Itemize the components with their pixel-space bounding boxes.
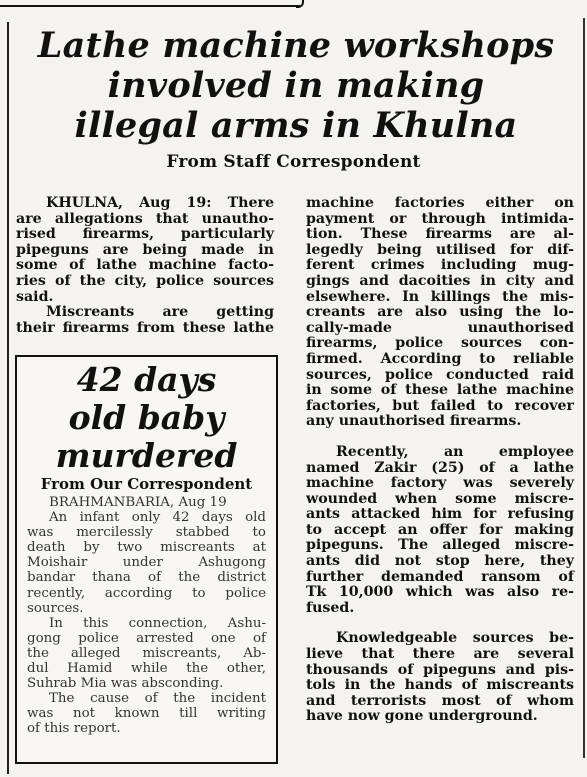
box-headline-line: old baby [68,398,225,437]
box-body-line: recently, according to police [27,585,266,601]
box-body-line: dul Hamid while the other, [27,661,266,677]
right-column-line: elsewhere. In killings the mis- [306,288,574,305]
right-column-line: further demanded ransom of [306,568,574,585]
box-body-line: bandar thana of the district [27,570,266,586]
right-column-line: fused. [306,599,355,616]
right-column-line: in some of these lathe machine [306,382,574,399]
box-byline: From Our Correspondent [40,475,253,493]
boxed-news-item [15,355,278,764]
paragraph-gap [306,430,574,445]
headline-line: Lathe machine workshops [37,25,555,66]
right-column-line: cally-made unauthorised [306,319,574,336]
box-body-line: The cause of the incident [49,691,266,707]
right-column-line: firearms, police sources con- [306,335,574,352]
box-body-line: the alleged miscreants, Ab- [27,645,266,661]
box-body-line: Moishair under Ashugong [27,555,266,571]
box-body-line: An infant only 42 days old [49,510,266,526]
right-column-line: have now gone underground. [306,708,538,725]
right-column-line: Recently, an employee [336,443,574,460]
right-column-rule [583,18,585,758]
paragraph-gap [306,616,574,631]
box-headline-line: 42 days [76,360,217,399]
top-rule [0,5,300,7]
right-column-line: named Zakir (25) of a lathe [306,459,574,476]
right-column-line: ants attacked him for refusing [306,506,574,523]
right-column-text [306,196,574,725]
right-column-line: machine factory was severely [306,475,574,492]
right-column-line: machine factories either on [306,195,574,211]
headline-line: illegal arms in Khulna [74,105,518,146]
box-headline-line: murdered [55,436,238,475]
right-column-line: Knowledgeable sources be- [336,630,574,647]
article-headline [16,26,576,146]
left-column-rule [7,22,9,774]
right-column-line: sources, police conducted raid [306,366,574,383]
right-column-line: lieve that there are several [306,646,574,663]
right-column-line: tion. These firearms are al- [306,226,574,243]
right-column-line: any unauthorised firearms. [306,413,522,430]
box-dateline: BRAHMANBARIA, Aug 19 [49,495,227,510]
box-body-line: Suhrab Mia was absconding. [27,676,224,692]
right-column-line: and terrorists most of whom [306,692,574,709]
right-column-line: gings and dacoities in city and [306,272,574,289]
right-column-line: firmed. According to reliable [306,350,574,367]
right-column-line: tols in the hands of miscreants [306,677,574,694]
right-column-line: pipeguns. The alleged miscre- [306,537,574,554]
left-column-line: their firearms from these lathe [16,319,274,336]
right-column-line: Tk 10,000 which was also re- [306,584,574,601]
right-column-line: to accept an offer for making [306,521,574,538]
left-column-line: are allegations that unautho- [16,210,274,227]
right-column-line: wounded when some miscre- [306,490,574,507]
box-body-line: sources. [27,600,84,616]
box-body-line: was mercilessly stabbed to [27,525,266,541]
box-body-line: In this connection, Ashu- [49,615,266,631]
right-column-line: payment or through intimida- [306,210,574,227]
right-column-line: creants are also using the lo- [306,304,574,321]
left-column-line: KHULNA, Aug 19: There [46,195,274,211]
article-byline: From Staff Correspondent [166,152,421,172]
right-column-line: thousands of pipeguns and pis- [306,661,574,678]
box-body-line: gong police arrested one of [27,630,266,646]
right-column-line: ants did not stop here, they [306,553,574,570]
right-column-line: factories, but failed to recover [306,397,574,414]
right-column-line: legedly being utilised for dif- [306,241,574,258]
box-body-text [17,493,276,737]
right-column-line: ferent crimes including mug- [306,257,574,274]
left-column-text [16,196,274,336]
box-body-line: was not known till writing [27,706,266,722]
top-rule-corner [296,0,304,8]
left-column-line: rised firearms, particularly [16,226,274,243]
box-body-line: of this report. [27,721,121,737]
box-headline [17,361,276,475]
left-column-line: ries of the city, police sources [16,272,274,289]
left-column-line: said. [16,288,54,305]
box-body-line: death by two miscreants at [27,540,266,556]
left-column-line: Miscreants are getting [46,304,274,321]
left-column-line: pipeguns are being made in [16,241,274,258]
top-border [0,0,587,10]
headline-line: involved in making [107,65,485,106]
left-column-line: some of lathe machine facto- [16,257,274,274]
